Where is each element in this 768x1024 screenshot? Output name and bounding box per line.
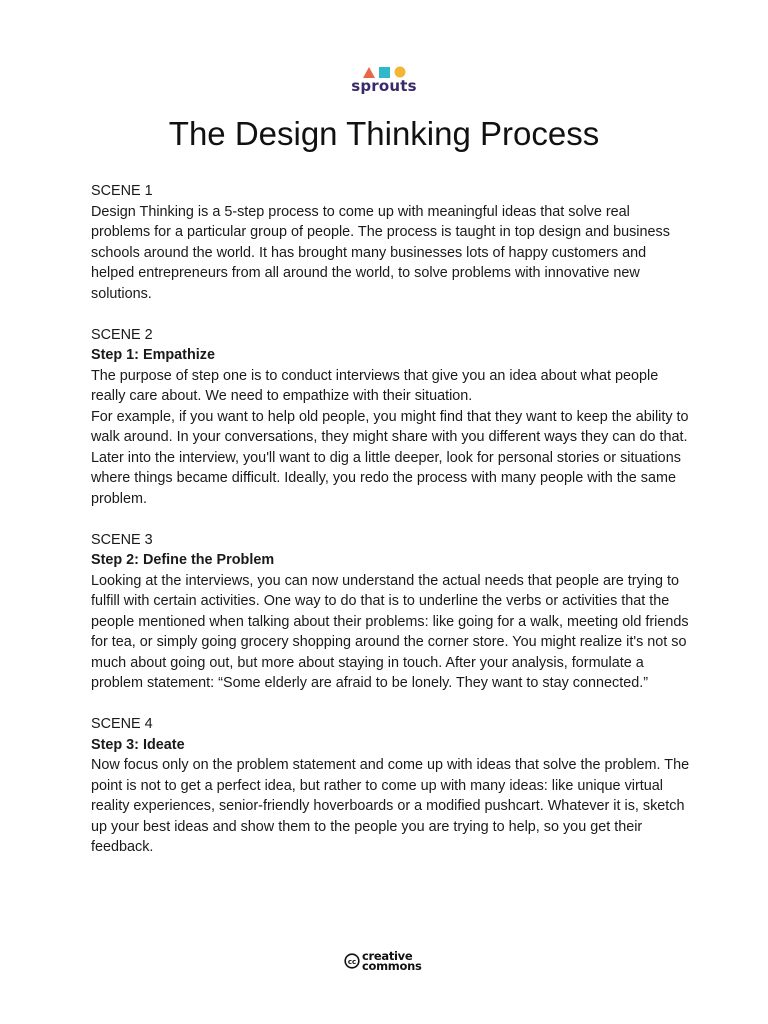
scene-paragraph: Looking at the interviews, you can now understand the actual needs that people are trying to fulfill with certain activities. One way to do that is to underline the verbs or activities that the people mentioned when talking about their problems: like going for a walk, meeting old friends for tea, or simply going grocery shopping around the corner store. You might realize it's not so much about going out, but more about staying in touch. After your analysis, formulate a problem statement: “Some elderly are afraid to be lonely. They want to stay connected.” [91, 572, 689, 691]
scene-1 [91, 181, 691, 304]
scene-3 [91, 530, 691, 694]
scene-label: SCENE 1 [91, 183, 153, 199]
scene-label: SCENE 4 [91, 716, 153, 732]
step-title: Step 3: Ideate [91, 736, 185, 753]
scene-paragraph: Design Thinking is a 5-step process to come up with meaningful ideas that solve real problems for a particular group of people. The process is taught in top design and business schools around the world. It has brought many businesses lots of happy customers and helped entrepreneurs from all around the world, to solve problems with innovative new solutions. [91, 203, 670, 302]
license-text [362, 951, 422, 971]
creative-commons-badge [344, 951, 422, 971]
creative-commons-icon [344, 953, 360, 969]
document-body [91, 181, 691, 878]
license-line-2: commons [362, 959, 422, 973]
license-line-1: creative [362, 949, 413, 963]
scene-label: SCENE 3 [91, 531, 153, 548]
page-title: The Design Thinking Process [168, 115, 600, 152]
logo-shapes [0, 64, 768, 78]
scene-paragraph: Now focus only on the problem statement and come up with ideas that solve the problem. The point is not to get a perfect idea, but rather to come up with many ideas: like unique virtual reality experiences, senior-friendly hoverboards or a modified pushcart. Whatever it is, sketch up your best ideas and show them to the people you are trying to help, so you get their feedback. [91, 757, 690, 855]
sprouts-logo [0, 64, 768, 95]
scene-2 [91, 325, 691, 510]
step-title: Step 2: Define the Problem [91, 552, 275, 568]
scene-label: SCENE 2 [91, 326, 153, 343]
svg-text:cc: cc [347, 957, 357, 966]
scene-4 [91, 714, 691, 858]
logo-wordmark: sprouts [351, 77, 417, 95]
scene-paragraph: For example, if you want to help old people, you might find that they want to keep the ability to walk around. In your conversations, they might share with you different ways they can do that. Later into the interview, you'll want to dig a little deeper, look for personal stories or situations where things became difficult. Ideally, you redo the process with many people with the same problem. [91, 408, 689, 507]
step-title: Step 1: Empathize [91, 347, 215, 363]
scene-paragraph: The purpose of step one is to conduct interviews that give you an idea about what people really care about. We need to empathize with their situation. [91, 367, 659, 404]
